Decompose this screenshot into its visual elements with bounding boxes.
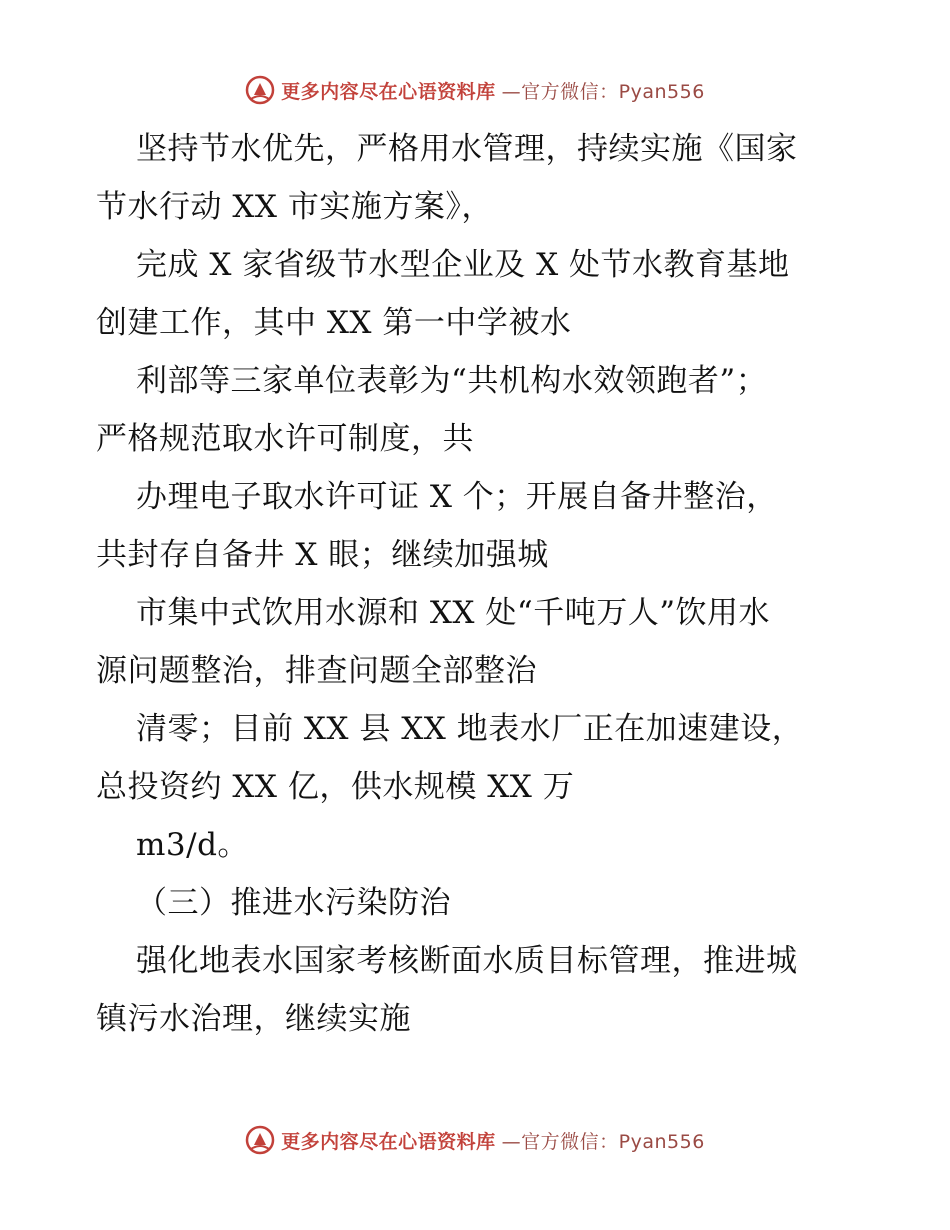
body-line: 完成 X 家省级节水型企业及 X 处节水教育基地 [136,247,790,283]
body-line: 创建工作，其中 XX 第一中学被水 [96,305,572,341]
header-banner [0,70,950,110]
body-line: 市集中式饮用水源和 XX 处“千吨万人”饮用水 [136,595,771,631]
body-line: 清零；目前 XX 县 XX 地表水厂正在加速建设， [136,711,804,747]
footer-banner-title: 更多内容尽在心语资料库 [281,1130,496,1153]
header-banner-title: 更多内容尽在心语资料库 [281,80,496,103]
body-line: 共封存自备井 X 眼；继续加强城 [96,537,549,573]
document-body [96,120,856,1048]
body-line: 强化地表水国家考核断面水质目标管理，推进城 [136,943,798,979]
footer-banner-wechat: —官方微信：Pyan556 [501,1130,705,1153]
footer-banner [0,1120,950,1160]
section-heading: （三）推进水污染防治 [136,885,451,921]
logo-icon [245,75,275,105]
body-line: 节水行动 XX 市实施方案》， [96,189,493,225]
body-line: m3/d。 [136,827,249,863]
header-banner-wechat: —官方微信：Pyan556 [501,80,705,103]
body-line: 总投资约 XX 亿，供水规模 XX 万 [96,769,575,805]
body-line: 坚持节水优先，严格用水管理，持续实施《国家 [136,131,798,167]
body-line: 利部等三家单位表彰为“共机构水效领跑者”； [136,363,768,399]
body-line: 办理电子取水许可证 X 个；开展自备井整治， [136,479,778,515]
logo-icon [245,1125,275,1155]
body-line: 严格规范取水许可制度，共 [96,421,474,457]
body-line: 源问题整治，排查问题全部整治 [96,653,537,689]
body-line: 镇污水治理，继续实施 [96,1001,411,1037]
